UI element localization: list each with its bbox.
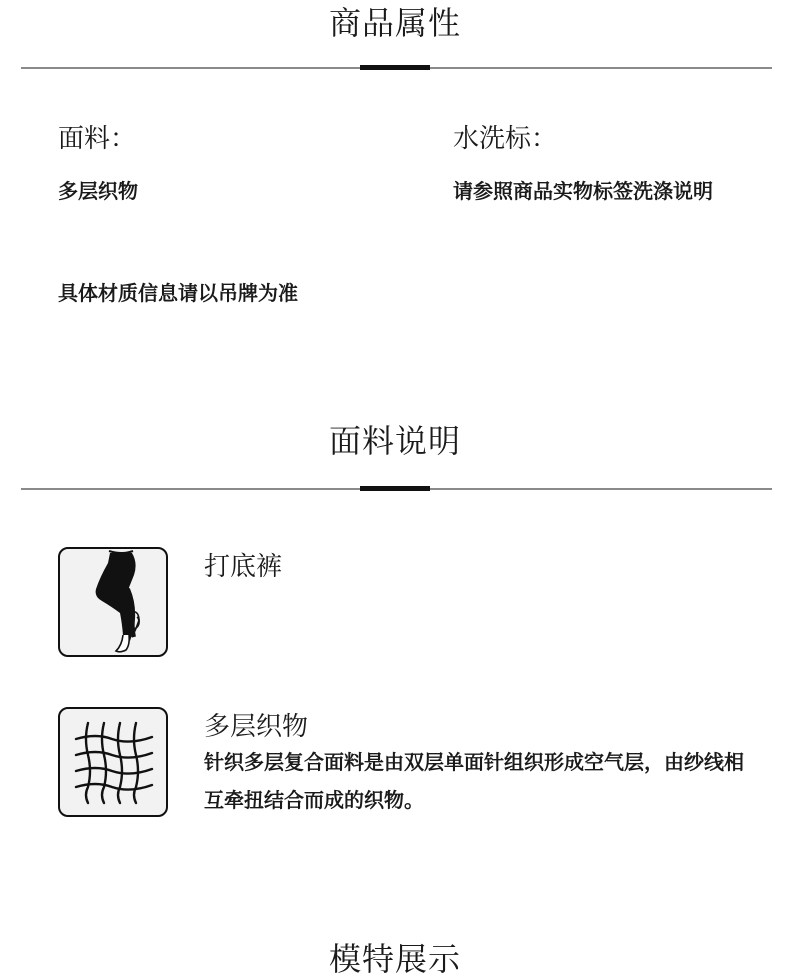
material-label: 面料： bbox=[58, 124, 137, 154]
wash-value: 请参照商品实物标签洗涤说明 bbox=[453, 179, 713, 203]
fabric-item-description: 针织多层复合面料是由双层单面针组织形成空气层，由纱线相互牵扭结合而成的织物。 bbox=[204, 750, 744, 812]
wash-label: 水洗标： bbox=[453, 124, 558, 154]
woven-grid-icon bbox=[58, 707, 168, 817]
section-title-model: 模特展示 bbox=[328, 940, 461, 978]
divider-accent-bar bbox=[360, 65, 430, 70]
leggings-icon bbox=[58, 547, 168, 657]
fabric-item-title: 多层织物 bbox=[204, 712, 309, 742]
section-title-attributes: 商品属性 bbox=[328, 4, 461, 42]
fabric-item-title: 打底裤 bbox=[204, 552, 283, 582]
material-value: 多层织物 bbox=[58, 179, 138, 203]
divider-accent-bar bbox=[360, 486, 430, 491]
section-title-fabric: 面料说明 bbox=[328, 422, 461, 460]
material-note: 具体材质信息请以吊牌为准 bbox=[58, 281, 298, 305]
